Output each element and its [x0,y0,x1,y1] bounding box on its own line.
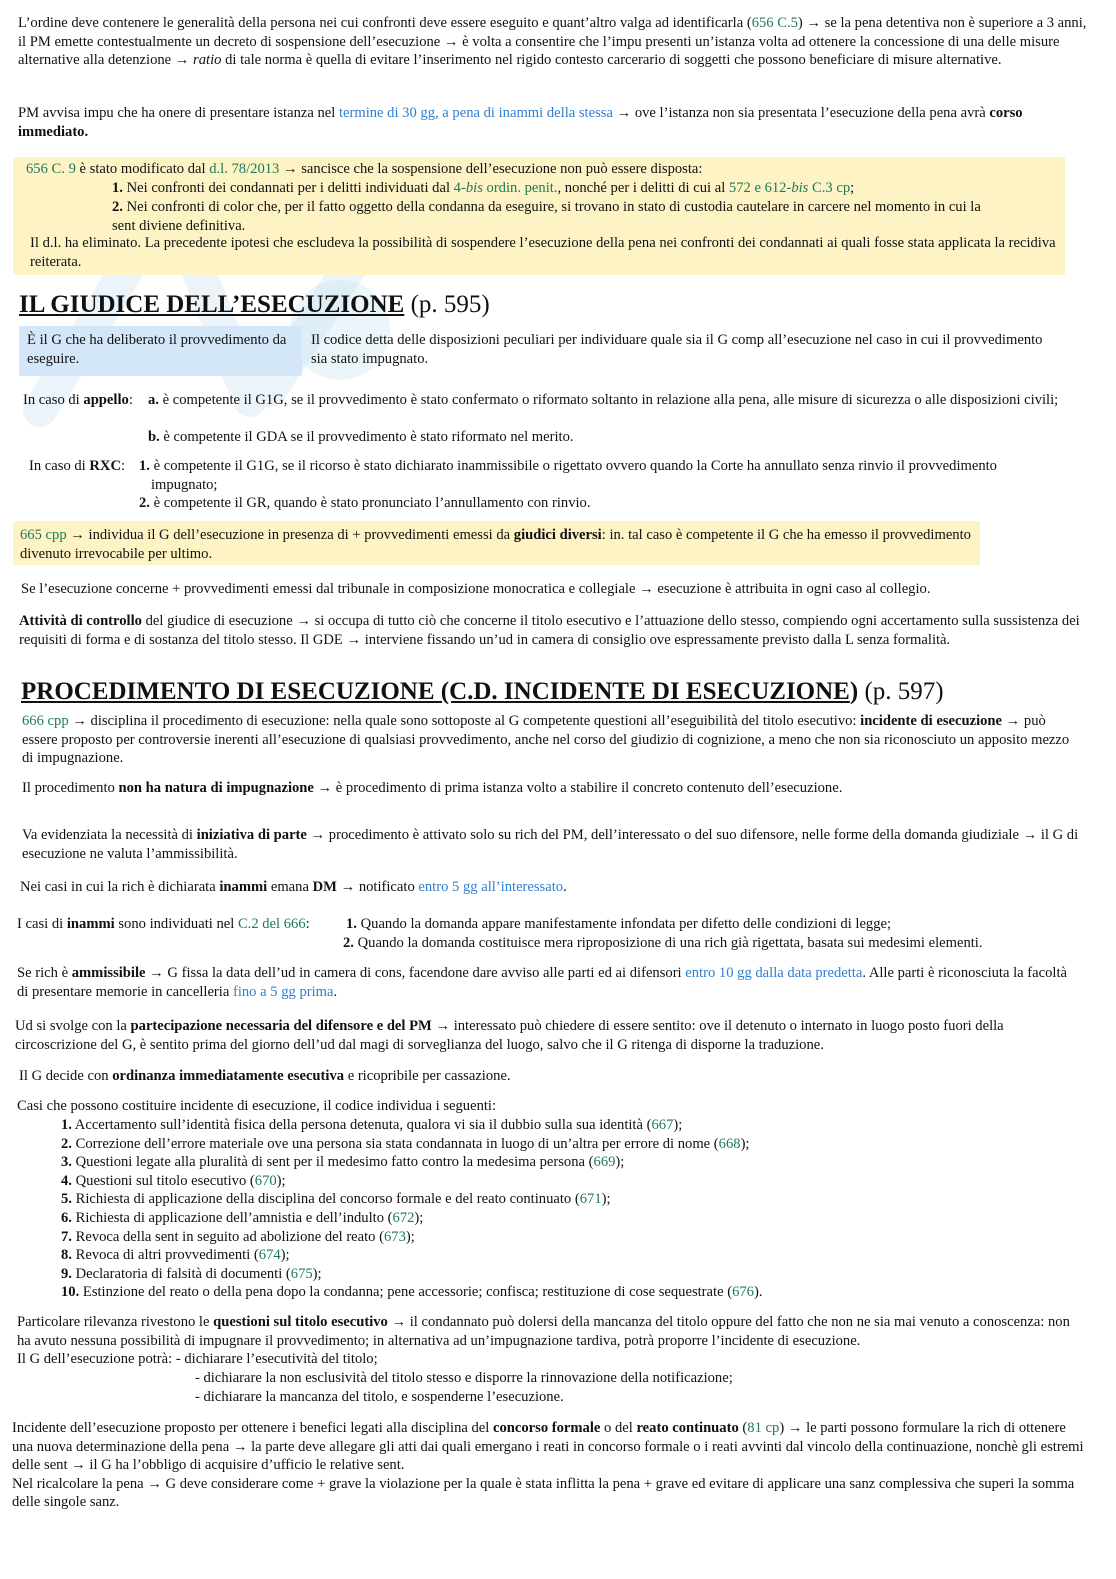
potra-item-3: - dichiarare la mancanza del titolo, e sospenderne l’esecuzione. [195,1389,564,1405]
appello-item-b: b. è competente il GDA se il provvedimento è stato riformato nel merito. [148,429,574,445]
paragraph-666: 666 cpp → disciplina il procedimento di esecuzione: nella quale sono sottoposte al G competente questioni all’eseguibilità del titolo esecutivo: incidente di esecuzione → può essere proposto per controversie inerenti all’esecuzione di qualsiasi provvedimento, anche nel corso del giudizio di cognizione, a meno che non sia riconosciuto un apposito mezzo di impugnazione. [22,713,1070,767]
paragraph-pm-avvisa: PM avvisa impu che ha onere di presentare istanza nel termine di 30 gg, a pena di inammi della stessa → ove l’istanza non sia presentata l’esecuzione della pena avrà corso immediato. [18,105,1023,140]
list-item: 9. Declaratoria di falsità di documenti (675); [61,1265,322,1282]
paragraph-ammissibile: Se rich è ammissibile → G fissa la data dell’ud in camera di cons, facendone dare avviso alle parti ed ai difensori entro 10 gg dalla data predetta. Alle parti è riconosciuta la facoltà di presentare memorie in cancelleria fino a 5 gg prima. [17,965,1067,1000]
list-item: 7. Revoca della sent in seguito ad abolizione del reato (673); [61,1228,415,1245]
highlight-termine: termine di 30 gg, a pena di inammi della stessa [338,105,613,121]
casi-inammi-item-1: 1. Quando la domanda appare manifestamente infondata per difetto delle condizioni di legge; [346,916,892,932]
casi-inammi-item-2: 2. Quando la domanda costituisce mera riproposizione di una rich già rigettata, basata sui medesimi elementi. [343,935,983,951]
paragraph-ordinanza: Il G decide con ordinanza immediatamente esecutiva e ricopribile per cassazione. [19,1068,511,1084]
box-665-text: 665 cpp → individua il G dell’esecuzione in presenza di + provvedimenti emessi da giudici diversi: in. tal caso è competente il G che ha emesso il provvedimento divenuto irrevocabile per ultimo. [20,527,971,562]
giudice-definition: È il G che ha deliberato il provvedimento da eseguire. [27,332,287,367]
paragraph-iniziativa: Va evidenziata la necessità di iniziativa di parte → procedimento è attivato solo su rich del PM, dell’interessato o del suo difensore, nelle forme della domanda giudiziale → il G di esecuzione ne valuta l’ammissibilità. [22,827,1079,862]
paragraph-natura: Il procedimento non ha natura di impugnazione → è procedimento di prima istanza volto a stabilire il concreto contenuto dell’esecuzione. [22,780,843,796]
appello-label: In caso di appello: [23,392,133,408]
box-656-c9-intro: 656 C. 9 è stato modificato dal d.l. 78/2013 → sancisce che la sospensione dell’esecuzione non può essere disposta: [26,161,703,177]
list-item: 5. Richiesta di applicazione della disciplina del concorso formale e del reato continuato (671); [61,1191,611,1208]
box-656-c9-item-1: 1. Nei confronti dei condannati per i delitti individuati dal 4-bis ordin. penit., nonché per i delitti di cui al 572 e 612-bis C.3 cp; [112,180,855,196]
paragraph-attivita-controllo: Attività di controllo del giudice di esecuzione → si occupa di tutto ciò che concerne il titolo esecutivo e l’attuazione dello stesso, compiendo ogni accertamento sulla sussistenza dei requisiti di forma e di sostanza del titolo stesso. Il GDE → interviene fissando un’ud in camera di consiglio ove espressamente previsto dalla L senza formalità. [19,613,1080,648]
rxc-item-2: 2. è competente il GR, quando è stato pronunciato l’annullamento con rinvio. [139,495,591,511]
paragraph-ordine: L’ordine deve contenere le generalità della persona nei cui confronti deve essere eseguito e quant’altro valga ad identificarla (656 C.5) → se la pena detentiva non è superiore a 3 anni, il PM emette contestualmente un decreto di sospensione dell’esecuzione → è volta a consentire che l’impu presenti un’istanza volta ad ottenere la concessione di una delle misure alternative alla detenzione → ratio di tale norma è quella di evitare l’inserimento nel rigido contesto carcerario di soggetti che possono beneficiare di misure alternative. [18,15,1087,69]
rxc-label: In caso di RXC: [29,458,126,474]
box-656-c9-item-2: 2. Nei confronti di color che, per il fatto oggetto della condanna da eseguire, si trovano in stato di custodia cautelare in carcere nel momento in cui la sent diviene definitiva. [112,199,981,234]
paragraph-concorso-formale: Incidente dell’esecuzione proposto per ottenere i benefici legati alla disciplina del concorso formale o del reato continuato (81 cp) → le parti possono formulare la rich di ottenere una nuova determinazione della pena → la parte deve allegare gli atti dai quali emergano i reati in concorso formale o i reati avvinti dal vincolo della continuazione, nonchè gli estremi delle sent → il G ha l’obbligo di acquisire d’ufficio le relative sent. Nel ricalcolare la pena → G deve considerare come + grave la violazione per la quale è stata inflitta la pena + grave ed evitare di applicare una sanz complessiva che superi la somma delle singole sanz. [12,1420,1084,1511]
list-item: 10. Estinzione del reato o della pena dopo la condanna; pene accessorie; confisca; restituzione di cose sequestrate (676). [61,1284,763,1301]
casi-intro: Casi che possono costituire incidente di esecuzione, il codice individua i seguenti: [17,1098,497,1114]
paragraph-inammi-dm: Nei casi in cui la rich è dichiarata inammi emana DM → notificato entro 5 gg all’interessato. [20,879,567,895]
list-item: 6. Richiesta di applicazione dell’amnistia e dell’indulto (672); [61,1209,424,1226]
appello-item-a: a. è competente il G1G, se il provvedimento è stato confermato o riformato soltanto in relazione alla pena, alle misure di sicurezza o alle disposizioni civili; [148,392,1059,408]
paragraph-titolo-esecutivo: Particolare rilevanza rivestono le questioni sul titolo esecutivo → il condannato può dolersi della mancanza del titolo oppure del fatto che non ne sia mai venuto a conoscenza: non ha avuto nessuna possibilità di impugnare il provvedimento; in alternativa ad un’impugnazione tardiva, potrà proporre l’incidente di esecuzione. [17,1314,1070,1349]
giudice-description: Il codice detta delle disposizioni peculiari per individuare quale sia il G comp all’esecuzione nel caso in cui il provvedimento sia stato impugnato. [311,332,1043,367]
heading-giudice-esecuzione: IL GIUDICE DELL’ESECUZIONE (p. 595) [19,291,490,318]
rxc-item-1: 1. è competente il G1G, se il ricorso è stato dichiarato inammissibile o rigettato ovvero quando la Corte ha annullato senza rinvio il provvedimento impugnato; [139,458,997,493]
casi-inammi-label: I casi di inammi sono individuati nel C.2 del 666: [17,916,310,932]
potra-label: Il G dell’esecuzione potrà: - dichiarare l’esecutività del titolo; [17,1351,378,1367]
list-item: 2. Correzione dell’errore materiale ove una persona sia stata condannata in luogo di un’altra per errore di nome (668); [61,1135,750,1152]
paragraph-tribunale: Se l’esecuzione concerne + provvedimenti emessi dal tribunale in composizione monocratica e collegiale → esecuzione è attribuita in ogni caso al collegio. [21,581,931,597]
casi-list [61,1116,1071,1302]
list-item: 1. Accertamento sull’identità fisica della persona detenuta, qualora vi sia il dubbio sulla sua identità (667); [61,1117,683,1133]
paragraph-udienza: Ud si svolge con la partecipazione necessaria del difensore e del PM → interessato può chiedere di essere sentito: ove il detenuto o internato in luogo posto fuori della circoscrizione del G, è sentito prima del giorno dell’ud dal magi di sorveglianza del luogo, salvo che il G ritenga di disporne la traduzione. [15,1018,1004,1053]
potra-item-2: - dichiarare la non esclusività del titolo stesso e disporre la rinnovazione della notificazione; [195,1370,733,1386]
heading-procedimento-esecuzione: PROCEDIMENTO DI ESECUZIONE (C.D. INCIDENTE DI ESECUZIONE) (p. 597) [21,678,944,705]
ref-656-c5: 656 C.5 [751,15,798,31]
box-656-c9-note: Il d.l. ha eliminato. La precedente ipotesi che escludeva la possibilità di sospendere l’esecuzione della pena nei confronti dei condannati ai quali fosse stata applicata la recidiva reiterata. [30,235,1056,270]
list-item: 8. Revoca di altri provvedimenti (674); [61,1247,290,1264]
list-item: 3. Questioni legate alla pluralità di sent per il medesimo fatto contro la medesima persona (669); [61,1154,625,1171]
list-item: 4. Questioni sul titolo esecutivo (670); [61,1172,286,1189]
